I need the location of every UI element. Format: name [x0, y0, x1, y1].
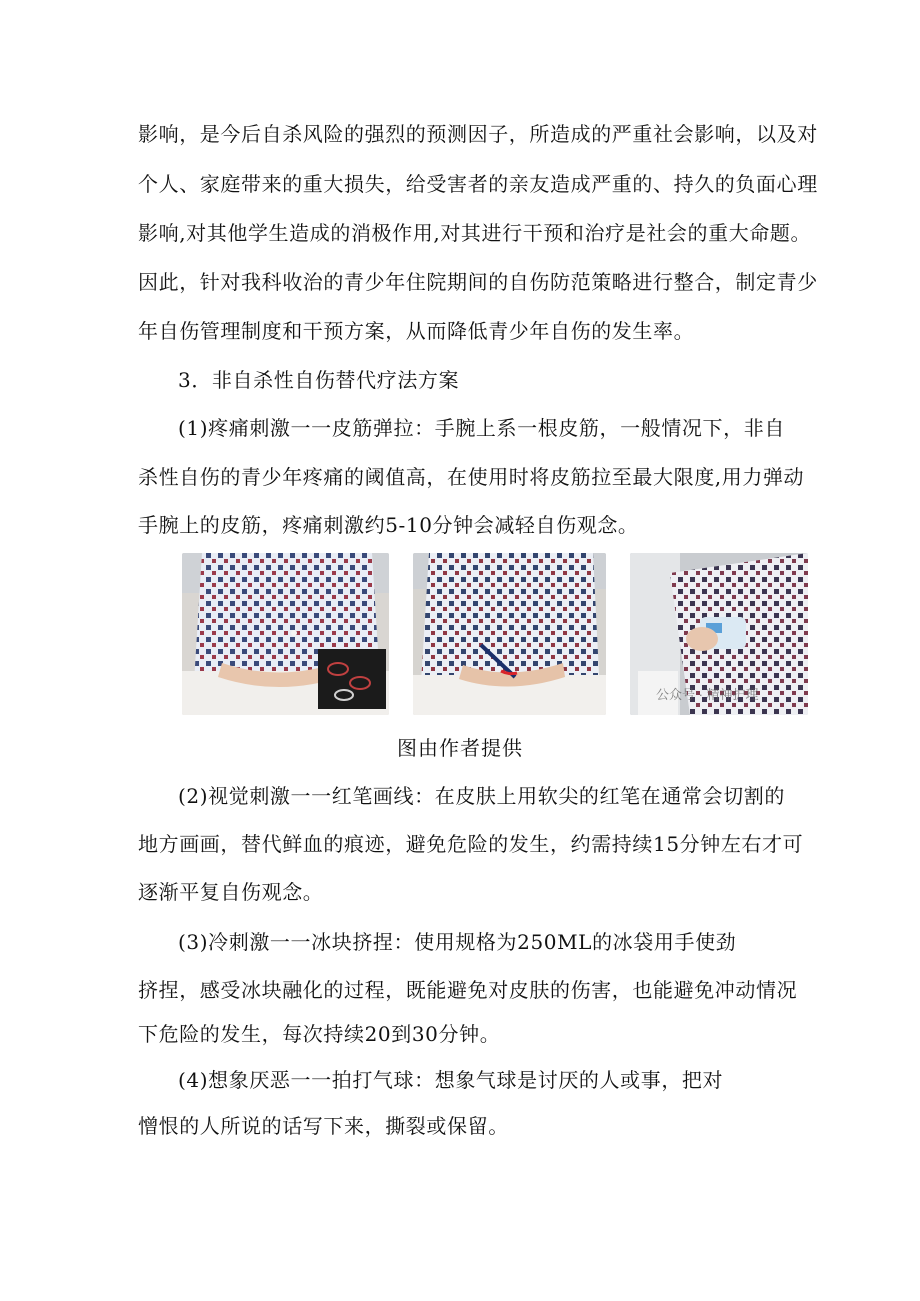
- item-2-line-1: (2)视觉刺激一一红笔画线：在皮肤上用软尖的红笔在通常会切割的: [178, 784, 785, 808]
- item-2-line-3: 逐渐平复自伤观念。: [138, 880, 324, 904]
- item-1-line-1: (1)疼痛刺激一一皮筋弹拉：手腕上系一根皮筋，一般情况下，非自: [178, 416, 785, 440]
- item-1-line-3: 手腕上的皮筋，疼痛刺激约5-10分钟会减轻自伤观念。: [138, 513, 639, 537]
- intro-line-5: 年自伤管理制度和干预方案，从而降低青少年自伤的发生率。: [138, 319, 695, 343]
- watermark-text: 公众号 · 精神护理: [656, 687, 759, 702]
- ice-pack-photo: [630, 553, 808, 715]
- figure-caption: 图由作者提供: [397, 736, 523, 760]
- item-1-line-2: 杀性自伤的青少年疼痛的阈值高，在使用时将皮筋拉至最大限度,用力弹动: [138, 465, 805, 489]
- section-heading: 3．非自杀性自伤替代疗法方案: [178, 368, 460, 392]
- intro-line-4: 因此，针对我科收治的青少年住院期间的自伤防范策略进行整合，制定青少: [138, 270, 818, 294]
- red-pen-wrist-photo: [413, 553, 606, 715]
- item-4-line-1: (4)想象厌恶一一拍打气球：想象气球是讨厌的人或事，把对: [178, 1068, 724, 1092]
- item-2-line-2: 地方画画，替代鲜血的痕迹，避免危险的发生，约需持续15分钟左右才可: [138, 832, 804, 856]
- intro-line-3: 影响,对其他学生造成的消极作用,对其进行干预和治疗是社会的重大命题。: [138, 221, 812, 245]
- item-3-line-2: 挤捏，感受冰块融化的过程，既能避免对皮肤的伤害，也能避免冲动情况: [138, 978, 798, 1002]
- rubber-band-wrist-photo: [182, 553, 389, 715]
- intro-line-1: 影响，是今后自杀风险的强烈的预测因子，所造成的严重社会影响，以及对: [138, 122, 818, 146]
- photo-strip: [0, 553, 920, 715]
- item-3-line-1: (3)冷刺激一一冰块挤捏：使用规格为250ML的冰袋用手使劲: [178, 930, 737, 954]
- item-4-line-2: 憎恨的人所说的话写下来，撕裂或保留。: [138, 1114, 509, 1138]
- intro-line-2: 个人、家庭带来的重大损失，给受害者的亲友造成严重的、持久的负面心理: [138, 172, 818, 196]
- item-3-line-3: 下危险的发生，每次持续20到30分钟。: [138, 1022, 501, 1046]
